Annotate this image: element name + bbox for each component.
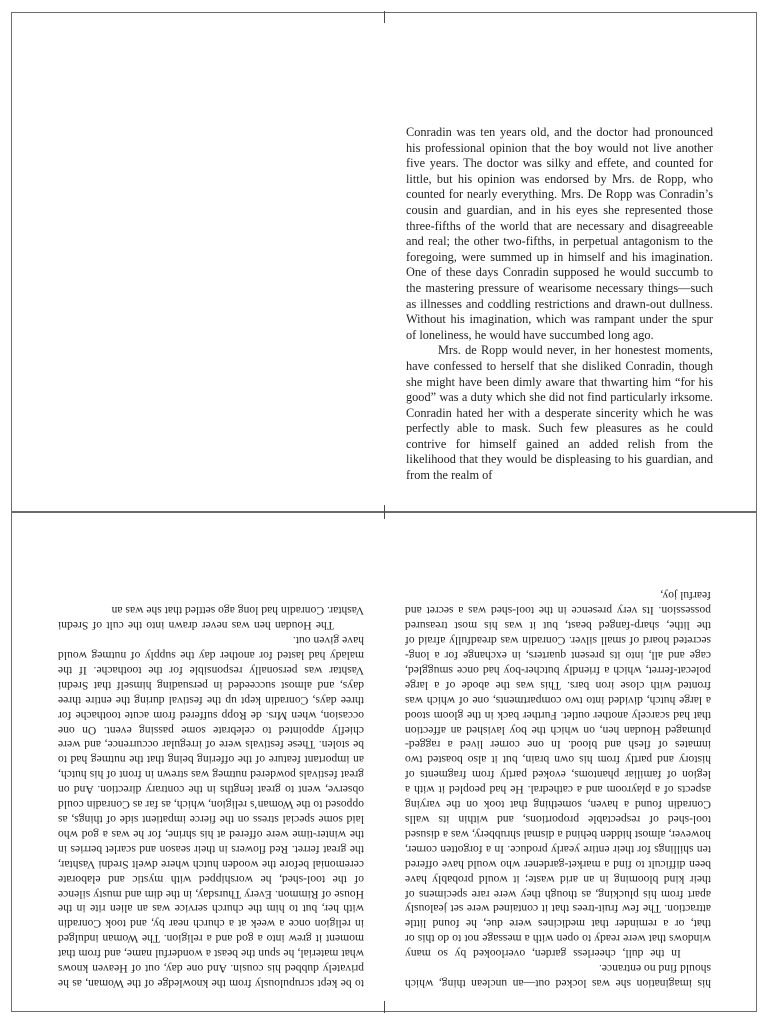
lower-right-column-inverted — [58, 520, 364, 990]
lower-left-paragraph-2: In the dull, cheerless garden, overlooked by so many windows that were ready to open with a message not to do this or that, or a reminder that medicines were due, he found little attraction. The few fruit-trees that it contained were set jealously apart from his plucking, as though they were rare specimens of their kind blooming in an arid waste; it would probably have been difficult to find a market-gardener who would have offered ten shillings for their entire yearly produce. In a forgotten corner, however, almost hidden behind a dismal shrubbery, was a disused tool-shed of respectable proportions, and within its walls Conradin found a haven, something that took on the varying aspects of a playroom and a cathedral. He had peopled it with a legion of familiar phantoms, evoked partly from fragments of history and partly from his own brain, but it also boasted two inmates of flesh and blood. In one corner lived a ragged-plumaged Houdan hen, on which the boy lavished an affection that had scarcely another outlet. Further back in the gloom stood a large hutch, divided into two compartments, one of which was fronted with close iron bars. This was the abode of a large polecat-ferret, which a friendly butcher-boy had once smuggled, cage and all, into its present quarters, in exchange for a long-secreted hoard of small silver. Conradin was dreadfully afraid of the lithe, sharp-fanged beast, but it was his most treasured possession. Its very presence in the tool-shed was a secret and fearful joy, — [405, 589, 711, 961]
lower-left-paragraph-1: his imagination she was locked out—an unclean thing, which should find no entrance. — [405, 962, 711, 990]
crop-mark-top — [384, 11, 385, 23]
lower-right-paragraph-2: The Houdan hen was never drawn into the cult of Sredni Vashtar. Conradin had long ago settled that she was an — [58, 604, 364, 633]
lower-right-paragraph-1: to be kept scrupulously from the knowledge of the Woman, as he privately dubbed his cousin. And one day, out of Heaven knows what material, he spun the beast a wonderful name, and from that moment it grew into a god and a religion. The Woman indulged in religion once a week at a church near by, and took Conradin with her, but to him the church service was an alien rite in the House of Rimmon. Every Thursday, in the dim and musty silence of the tool-shed, he worshipped with mystic and elaborate ceremonial before the wooden hutch where dwelt Sredni Vashtar, the great ferret. Red flowers in their season and scarlet berries in the winter-time were offered at his shrine, for he was a god who laid some special stress on the fierce impatient side of things, as opposed to the Woman’s religion, which, as far as Conradin could observe, went to great lengths in the contrary direction. And on great festivals powdered nutmeg was strewn in front of his hutch, an important feature of the offering being that the nutmeg had to be stolen. These festivals were of irregular occurrence, and were chiefly appointed to celebrate some passing event. On one occasion, when Mrs. de Ropp suffered from acute toothache for three days, Conradin kept up the festival during the entire three days, and almost succeeded in persuading himself that Sredni Vashtar was personally responsible for the toothache. If the malady had lasted for another day the supply of nutmeg would have given out. — [58, 634, 364, 990]
upper-paragraph-2: Mrs. de Ropp would never, in her honestest moments, have confessed to herself that she disliked Conradin, though she might have been dimly aware that thwarting him “for his good” was a duty which she did not find particularly irksome. Conradin hated her with a desperate sincerity which he was perfectly able to mask. Such few pleasures as he could contrive for himself gained an added relish from the likelihood that they would be displeasing to his guardian, and from the realm of — [406, 343, 713, 483]
upper-page-text-column — [406, 125, 713, 484]
upper-paragraph-1: Conradin was ten years old, and the doctor had pronounced his professional opinion that the boy would not live another five years. The doctor was silky and effete, and counted for little, but his opinion was endorsed by Mrs. de Ropp, who counted for nearly everything. Mrs. De Ropp was Conradin’s cousin and guardian, and in his eyes she represented those three-fifths of the world that are necessary and disagreeable and real; the other two-fifths, in perpetual antagonism to the foregoing, were summed up in himself and his imagination. One of these days Conradin supposed he would succumb to the mastering pressure of wearisome necessary things—such as illnesses and coddling restrictions and drawn-out dullness. Without his imagination, which was rampant under the spur of loneliness, he would have succumbed long ago. — [406, 125, 713, 342]
lower-left-column-inverted — [405, 520, 711, 990]
crop-mark-middle-upper — [384, 505, 385, 512]
